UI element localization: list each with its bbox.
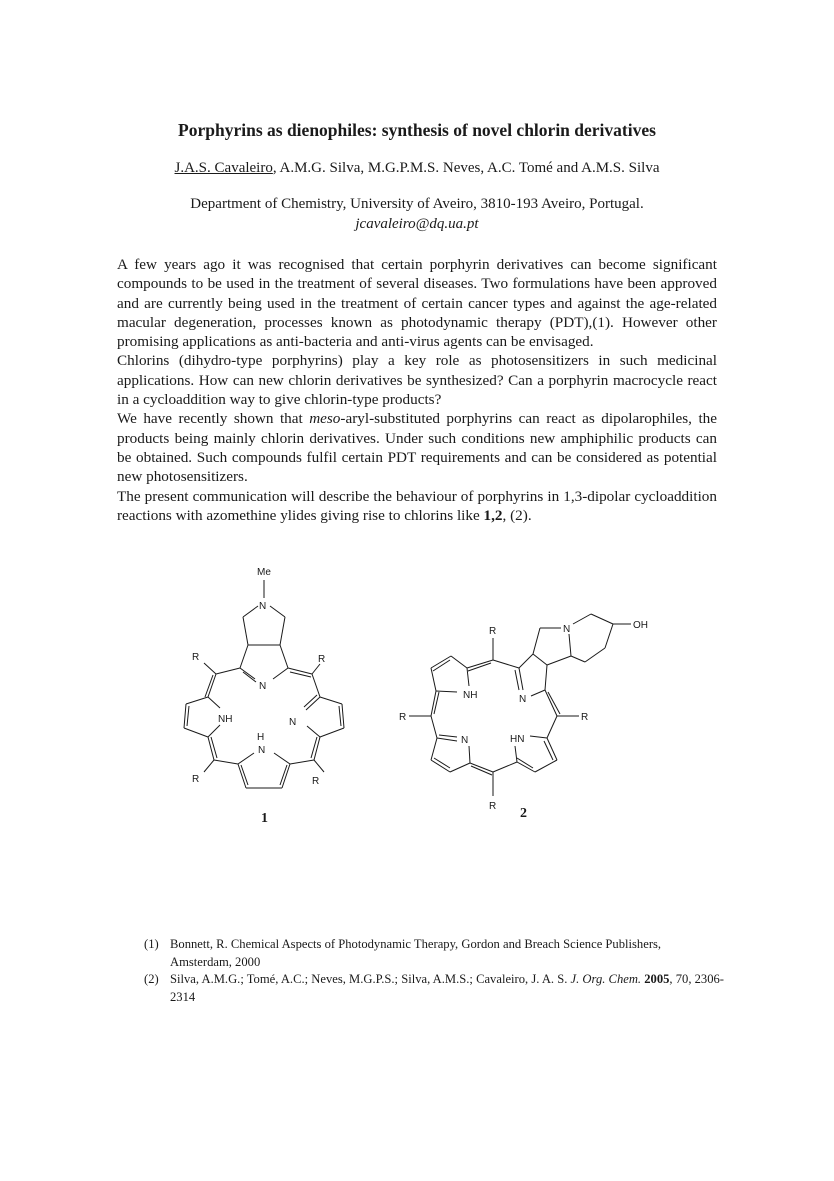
- atom-r-left: R: [399, 712, 407, 723]
- compound-label-1: 1: [261, 811, 268, 826]
- compound-label-2: 2: [520, 806, 527, 821]
- paragraph-1: A few years ago it was recognised that certain porphyrin derivatives can become significant compounds to be used in the treatment of several diseases. Two formulations have been approved and are currently being used in the treatment of certain cancer types and against the age-related macular degeneration, processes known as photodynamic therapy (PDT),(1). However other promising applications as anti-bacteria and anti-virus agents can be envisaged.: [117, 256, 717, 351]
- ref-text: [170, 971, 724, 1006]
- atom-h-bottom: H: [257, 732, 265, 743]
- presenting-author: J.A.S. Cavaleiro: [174, 160, 273, 176]
- co-authors: , A.M.G. Silva, M.G.P.M.S. Neves, A.C. Tomé and A.M.S. Silva: [272, 160, 660, 176]
- ref-text: Bonnett, R. Chemical Aspects of Photodynamic Therapy, Gordon and Breach Science Publishers, Amsterdam, 2000: [170, 937, 662, 969]
- p4-text-a: The present communication will describe the behaviour of porphyrins in 1,3-dipolar cycloaddition reactions with azomethine ylides giving rise to chlorins like: [117, 487, 717, 524]
- author-list: [0, 160, 834, 177]
- atom-n-bottom-left: N: [461, 735, 469, 746]
- ref-year: 2005: [644, 972, 670, 986]
- reference-2: [144, 971, 724, 1006]
- affiliation: Department of Chemistry, University of Aveiro, 3810-193 Aveiro, Portugal.: [190, 196, 644, 212]
- paragraph-4: [117, 487, 717, 526]
- atom-r-right: R: [581, 712, 589, 723]
- atom-r-1: R: [192, 652, 200, 663]
- atom-hn-bottom-right: HN: [510, 734, 525, 745]
- abstract-body: [117, 255, 717, 525]
- p3-italic-meso: meso: [309, 410, 341, 428]
- paragraph-2: Chlorins (dihydro-type porphyrins) play a key role as photosensitizers in such medicinal applications. How can new chlorin derivatives be synthesized? Can a porphyrin macrocycle react in a cycloaddition way to give chlorin-type products?: [117, 352, 717, 409]
- atom-n-bottom: N: [258, 745, 266, 756]
- ref-journal: J. Org. Chem.: [570, 972, 642, 986]
- ref-number: (2): [144, 972, 159, 986]
- ref-volume-pages: , 70, 2306-2314: [170, 972, 724, 1004]
- paragraph-3: [117, 409, 717, 486]
- atom-r-2: R: [318, 654, 326, 665]
- ref-authors: Silva, A.M.G.; Tomé, A.C.; Neves, M.G.P.S.; Silva, A.M.S.; Cavaleiro, J. A. S.: [170, 972, 571, 986]
- atom-n-pyrrolidine: N: [563, 624, 571, 635]
- atom-nh-left: NH: [218, 714, 233, 725]
- atom-n-core: N: [519, 694, 527, 705]
- p3-text-b: -aryl-substituted porphyrins can react as dipolarophiles, the products being mainly chlorin derivatives. Under such conditions new amphiphilic products can be obtained. Such compounds fulfil certain PDT requirements and can be considered as potential new photosensitizers.: [117, 410, 717, 486]
- ref-number: (1): [144, 937, 159, 951]
- atom-oh: OH: [633, 620, 648, 631]
- p4-text-b: , (2).: [502, 506, 532, 524]
- contact-email[interactable]: jcavaleiro@dq.ua.pt: [355, 216, 479, 232]
- reference-1: [144, 936, 724, 971]
- chemical-structure-2: [395, 610, 665, 810]
- atom-n-core: N: [259, 681, 267, 692]
- paper-title: Porphyrins as dienophiles: synthesis of novel chlorin derivatives: [178, 120, 656, 140]
- p4-compound-refs: 1,2: [483, 506, 503, 524]
- atom-r-4: R: [312, 776, 320, 787]
- atom-r-bottom: R: [489, 801, 497, 810]
- atom-n-top: N: [259, 601, 267, 612]
- p3-text-a: We have recently shown that: [117, 410, 310, 428]
- atom-n-right: N: [289, 717, 297, 728]
- atom-me: Me: [257, 567, 271, 578]
- reference-list: [144, 936, 724, 1006]
- atom-r-top: R: [489, 626, 497, 637]
- atom-r-3: R: [192, 774, 200, 785]
- atom-nh-left: NH: [463, 690, 478, 701]
- chemical-structure-1: [170, 560, 370, 810]
